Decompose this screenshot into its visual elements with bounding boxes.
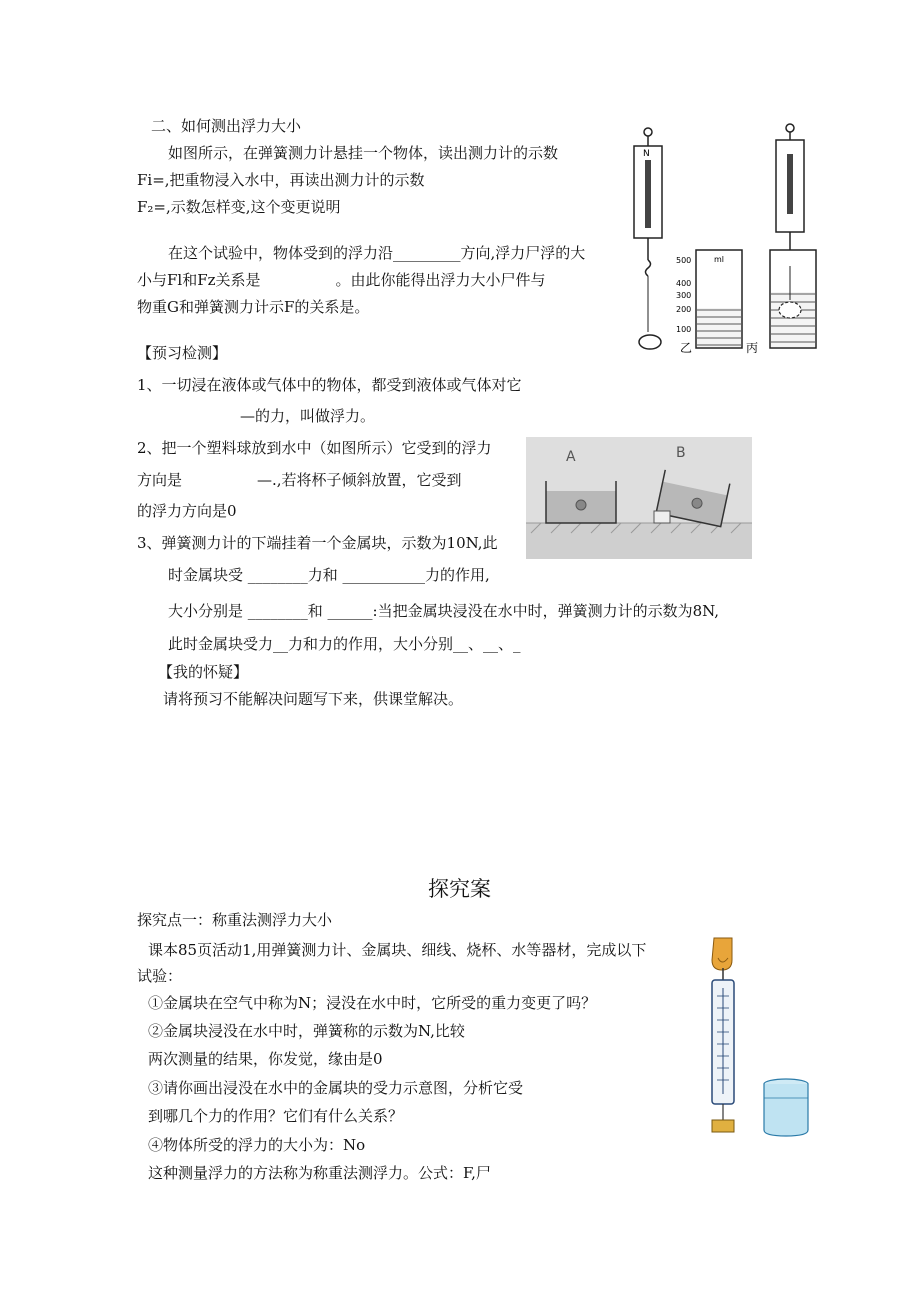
paragraph-line: 试验： (137, 967, 183, 985)
hand-icon (712, 938, 732, 970)
paragraph-line: Fi=,把重物浸入水中，再读出测力计的示数 (137, 171, 425, 189)
question-line: 大小分别是 ________和 ______:当把金属块浸没在水中时，弹簧测力计的示数为8N, (168, 602, 720, 620)
floating-ball-figure (526, 437, 752, 559)
question-line: 1、一切浸在液体或气体中的物体，都受到液体或气体对它 (137, 376, 522, 394)
mark-300: 300 (676, 291, 692, 300)
question-line: 此时金属块受力__力和力的作用，大小分别__、__、_ (168, 635, 521, 653)
step-line: 这种测量浮力的方法称为称重法测浮力。公式：F,尸 (148, 1164, 491, 1182)
step-line: 到哪几个力的作用？它们有什么关系？ (148, 1107, 404, 1125)
question-line: —的力，叫做浮力。 (240, 407, 376, 425)
question-line: 2、把一个塑料球放到水中（如图所示）它受到的浮力 (137, 439, 492, 457)
mark-100: 100 (676, 325, 692, 334)
page-title: 探究案 (428, 877, 491, 901)
spring-scale-right (776, 124, 804, 266)
question-line: 方向是 —.,若将杯子倾斜放置，它受到 (137, 471, 462, 489)
question-line: 时金属块受 ________力和 ___________力的作用, (168, 566, 490, 584)
question-line: 的浮力方向是0 (137, 502, 237, 520)
water-beaker (764, 1079, 808, 1136)
step-line: ④物体所受的浮力的大小为：No (148, 1136, 366, 1154)
beaker-bing (770, 250, 816, 348)
spring-scale-figure (628, 120, 820, 360)
hand-scale-figure (700, 934, 812, 1140)
paragraph-line: 小与Fl和Fz关系是 。由此你能得出浮力大小尸件与 (137, 271, 546, 289)
section-heading: 【预习检测】 (137, 344, 228, 362)
mark-500: 500 (676, 256, 692, 265)
paragraph-line: 课本85页活动1,用弹簧测力计、金属块、细线、烧杯、水等器材，完成以下 (148, 941, 647, 959)
mark-200: 200 (676, 305, 692, 314)
section-heading: 探究点一：称重法测浮力大小 (137, 911, 333, 929)
step-line: ①金属块在空气中称为N；浸没在水中时，它所受的重力变更了吗？ (148, 994, 597, 1012)
section-heading: 【我的怀疑】 (158, 663, 249, 681)
step-line: ③请你画出浸没在水中的金属块的受力示意图，分析它受 (148, 1079, 524, 1097)
label-a: A (566, 449, 576, 465)
paragraph-line: 在这个试验中，物体受到的浮力沿_________方向,浮力尸浮的大 (168, 244, 586, 262)
paragraph-line: F₂=,示数怎样变,这个变更说明 (137, 198, 341, 216)
spring-scale (712, 980, 734, 1120)
spring-scale-left (634, 128, 662, 349)
label-yi: 乙 (680, 341, 693, 355)
beaker-yi (696, 250, 742, 348)
label-bing: 丙 (746, 341, 759, 355)
step-line: 两次测量的结果，你发觉，缘由是0 (148, 1050, 383, 1068)
section-heading: 二、如何测出浮力大小 (151, 117, 302, 135)
metal-block (712, 1120, 734, 1132)
mark-400: 400 (676, 279, 692, 288)
scale-unit-label: N (643, 149, 650, 159)
label-b: B (676, 445, 686, 461)
question-line: 3、弹簧测力计的下端挂着一个金属块，示数为10N,此 (137, 534, 498, 552)
step-line: ②金属块浸没在水中时，弹簧称的示数为N,比较 (148, 1022, 465, 1040)
paragraph-line: 物重G和弹簧测力计示F的关系是。 (137, 298, 370, 316)
paragraph-line: 如图所示，在弹簧测力计悬挂一个物体，读出测力计的示数 (168, 144, 559, 162)
beaker-unit-label: ml (714, 255, 725, 264)
paragraph-line: 请将预习不能解决问题写下来，供课堂解决。 (163, 690, 464, 708)
